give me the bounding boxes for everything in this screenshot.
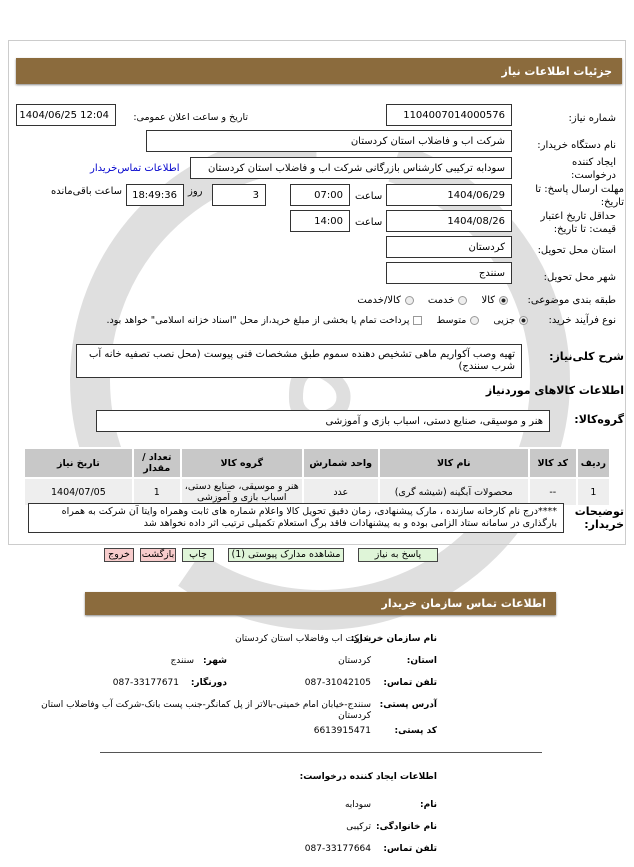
days-remaining-field: 3: [212, 184, 266, 206]
fax-value: 087-33177671: [112, 678, 179, 688]
need-number-label: شماره نیاز:: [568, 113, 616, 124]
notes-label: توضیحات خریدار:: [574, 505, 624, 531]
process-option-minor[interactable]: جزیی: [493, 314, 528, 327]
creator-label: ایجاد کننده درخواست:: [571, 157, 616, 181]
summary-label: شرح کلی‌نیاز:: [549, 350, 624, 363]
name-value: سودابه: [344, 800, 371, 810]
days-label: روز: [188, 186, 203, 197]
postal-label: کد پستی:: [394, 726, 437, 736]
buyer-contact-link[interactable]: اطلاعات تماس‌خریدار: [90, 163, 180, 174]
name-label: نام:: [420, 800, 437, 810]
attachments-button[interactable]: مشاهده مدارک پیوستی (1): [228, 548, 344, 562]
address-label: آدرس پستی:: [379, 700, 437, 710]
remaining-time-label: ساعت باقی‌مانده: [50, 186, 122, 197]
announce-label: تاریخ و ساعت اعلان عمومی:: [133, 112, 248, 123]
contact-city-label: شهر:: [203, 656, 227, 666]
remaining-time-field: 18:49:36: [126, 184, 184, 206]
contact-city-value: سنندج: [170, 656, 194, 666]
col-unit: واحد شمارش: [303, 448, 379, 478]
exit-button[interactable]: خروج: [104, 548, 134, 562]
col-group: گروه کالا: [181, 448, 303, 478]
org-value: شرکت اب وفاضلاب استان کردستان: [235, 634, 371, 644]
validity-time-label: ساعت: [355, 217, 383, 228]
summary-field: تهیه وصب آکواریم ماهی تشخیص دهنده سموم طبق مشخصات فنی پیوست (محل نصب تصفیه خانه آب شرب سنندج): [76, 344, 522, 378]
category-option-goods-service[interactable]: کالا/خدمت: [357, 294, 414, 307]
col-code: کد کالا: [529, 448, 577, 478]
goods-info-title: اطلاعات کالاهای موردنیاز: [485, 384, 624, 397]
province-field: کردستان: [386, 236, 512, 258]
deadline-label: مهلت ارسال پاسخ: تا تاریخ:: [535, 184, 624, 208]
print-button[interactable]: چاپ: [182, 548, 214, 562]
goods-group-label: گروه‌کالا:: [574, 413, 624, 426]
creator-phone-label: تلفن تماس:: [383, 844, 437, 854]
creator-field: سودابه ترکیبی کارشناس بازرگانی شرکت اب و فاضلاب استان کردستان: [190, 157, 512, 179]
process-label: نوع فرآیند خرید:: [548, 315, 616, 326]
phone-value: 087-31042105: [304, 678, 371, 688]
goods-group-field: هنر و موسیقی، صنایع دستی، اسباب بازی و آموزشی: [96, 410, 550, 432]
province-label: استان محل تحویل:: [537, 245, 616, 256]
divider: [100, 752, 542, 753]
phone-label: تلفن تماس:: [383, 678, 437, 688]
announce-field: 1404/06/25 12:04: [16, 104, 116, 126]
validity-time-field: 14:00: [290, 210, 350, 232]
creator-phone-value: 087-33177664: [304, 844, 371, 854]
org-label: نام سازمان خریدار:: [350, 634, 437, 644]
notes-field: ****درج نام کارخانه سازنده ، مارک پیشنهادی، زمان دقیق تحویل کالا واعلام شماره های ثابت وهمراه وایتا آن شرکت به همراه بارگذاری در سامانه ستاد الزامی بوده و به پیشنهادات فاقد برگ استعلام تکمیلی ترتیب اثر داده نخواهد شد: [28, 503, 564, 533]
contact-header: اطلاعات تماس سازمان خریدار: [85, 592, 556, 615]
postal-value: 6613915471: [313, 726, 371, 736]
reply-button[interactable]: پاسخ به نیاز: [358, 548, 438, 562]
fax-label: دورنگار:: [190, 678, 227, 688]
city-field: سنندج: [386, 262, 512, 284]
buyer-org-label: نام دستگاه خریدار:: [537, 140, 616, 151]
contact-province-value: کردستان: [338, 656, 371, 666]
deadline-time-label: ساعت: [355, 191, 383, 202]
deadline-time-field: 07:00: [290, 184, 350, 206]
deadline-date-field: 1404/06/29: [386, 184, 512, 206]
city-label: شهر محل تحویل:: [543, 272, 616, 283]
col-date: تاریخ نیاز: [24, 448, 133, 478]
col-qty: تعداد / مقدار: [133, 448, 181, 478]
process-option-medium[interactable]: متوسط: [436, 314, 479, 327]
col-name: نام کالا: [379, 448, 529, 478]
category-option-service[interactable]: خدمت: [428, 294, 468, 307]
back-button[interactable]: بازگشت: [141, 549, 175, 560]
col-row: ردیف: [577, 448, 610, 478]
validity-date-field: 1404/08/26: [386, 210, 512, 232]
category-option-goods[interactable]: کالا: [481, 294, 508, 307]
contact-province-label: استان:: [406, 656, 437, 666]
need-number-field: 1104007014000576: [386, 104, 512, 126]
family-label: نام خانوادگی:: [375, 822, 437, 832]
table-row: 1 -- محصولات آبگینه (شیشه گری) عدد هنر و موسیقی، صنایع دستی، اسباب بازی و آموزشی 1 1404/07/05: [24, 478, 610, 506]
category-label: طبقه بندی موضوعی:: [527, 295, 616, 306]
treasury-payment-checkbox[interactable]: پرداخت تمام یا بخشی از مبلغ خرید،از محل "اسناد خزانه اسلامی" خواهد بود.: [107, 314, 423, 327]
buyer-org-field: شرکت اب و فاضلاب استان کردستان: [146, 130, 512, 152]
validity-label: حداقل تاریخ اعتبار قیمت: تا تاریخ:: [540, 211, 616, 235]
address-value: سنندج-خیابان امام خمینی-بالاتر از پل کمانگر-جنب پست بانک-شرکت آب وفاضلاب استان کردستان: [41, 700, 371, 721]
creator-info-title: اطلاعات ایجاد کننده درخواست:: [299, 772, 437, 782]
family-value: ترکیبی: [346, 822, 371, 832]
page-title: جزئیات اطلاعات نیاز: [501, 64, 612, 78]
